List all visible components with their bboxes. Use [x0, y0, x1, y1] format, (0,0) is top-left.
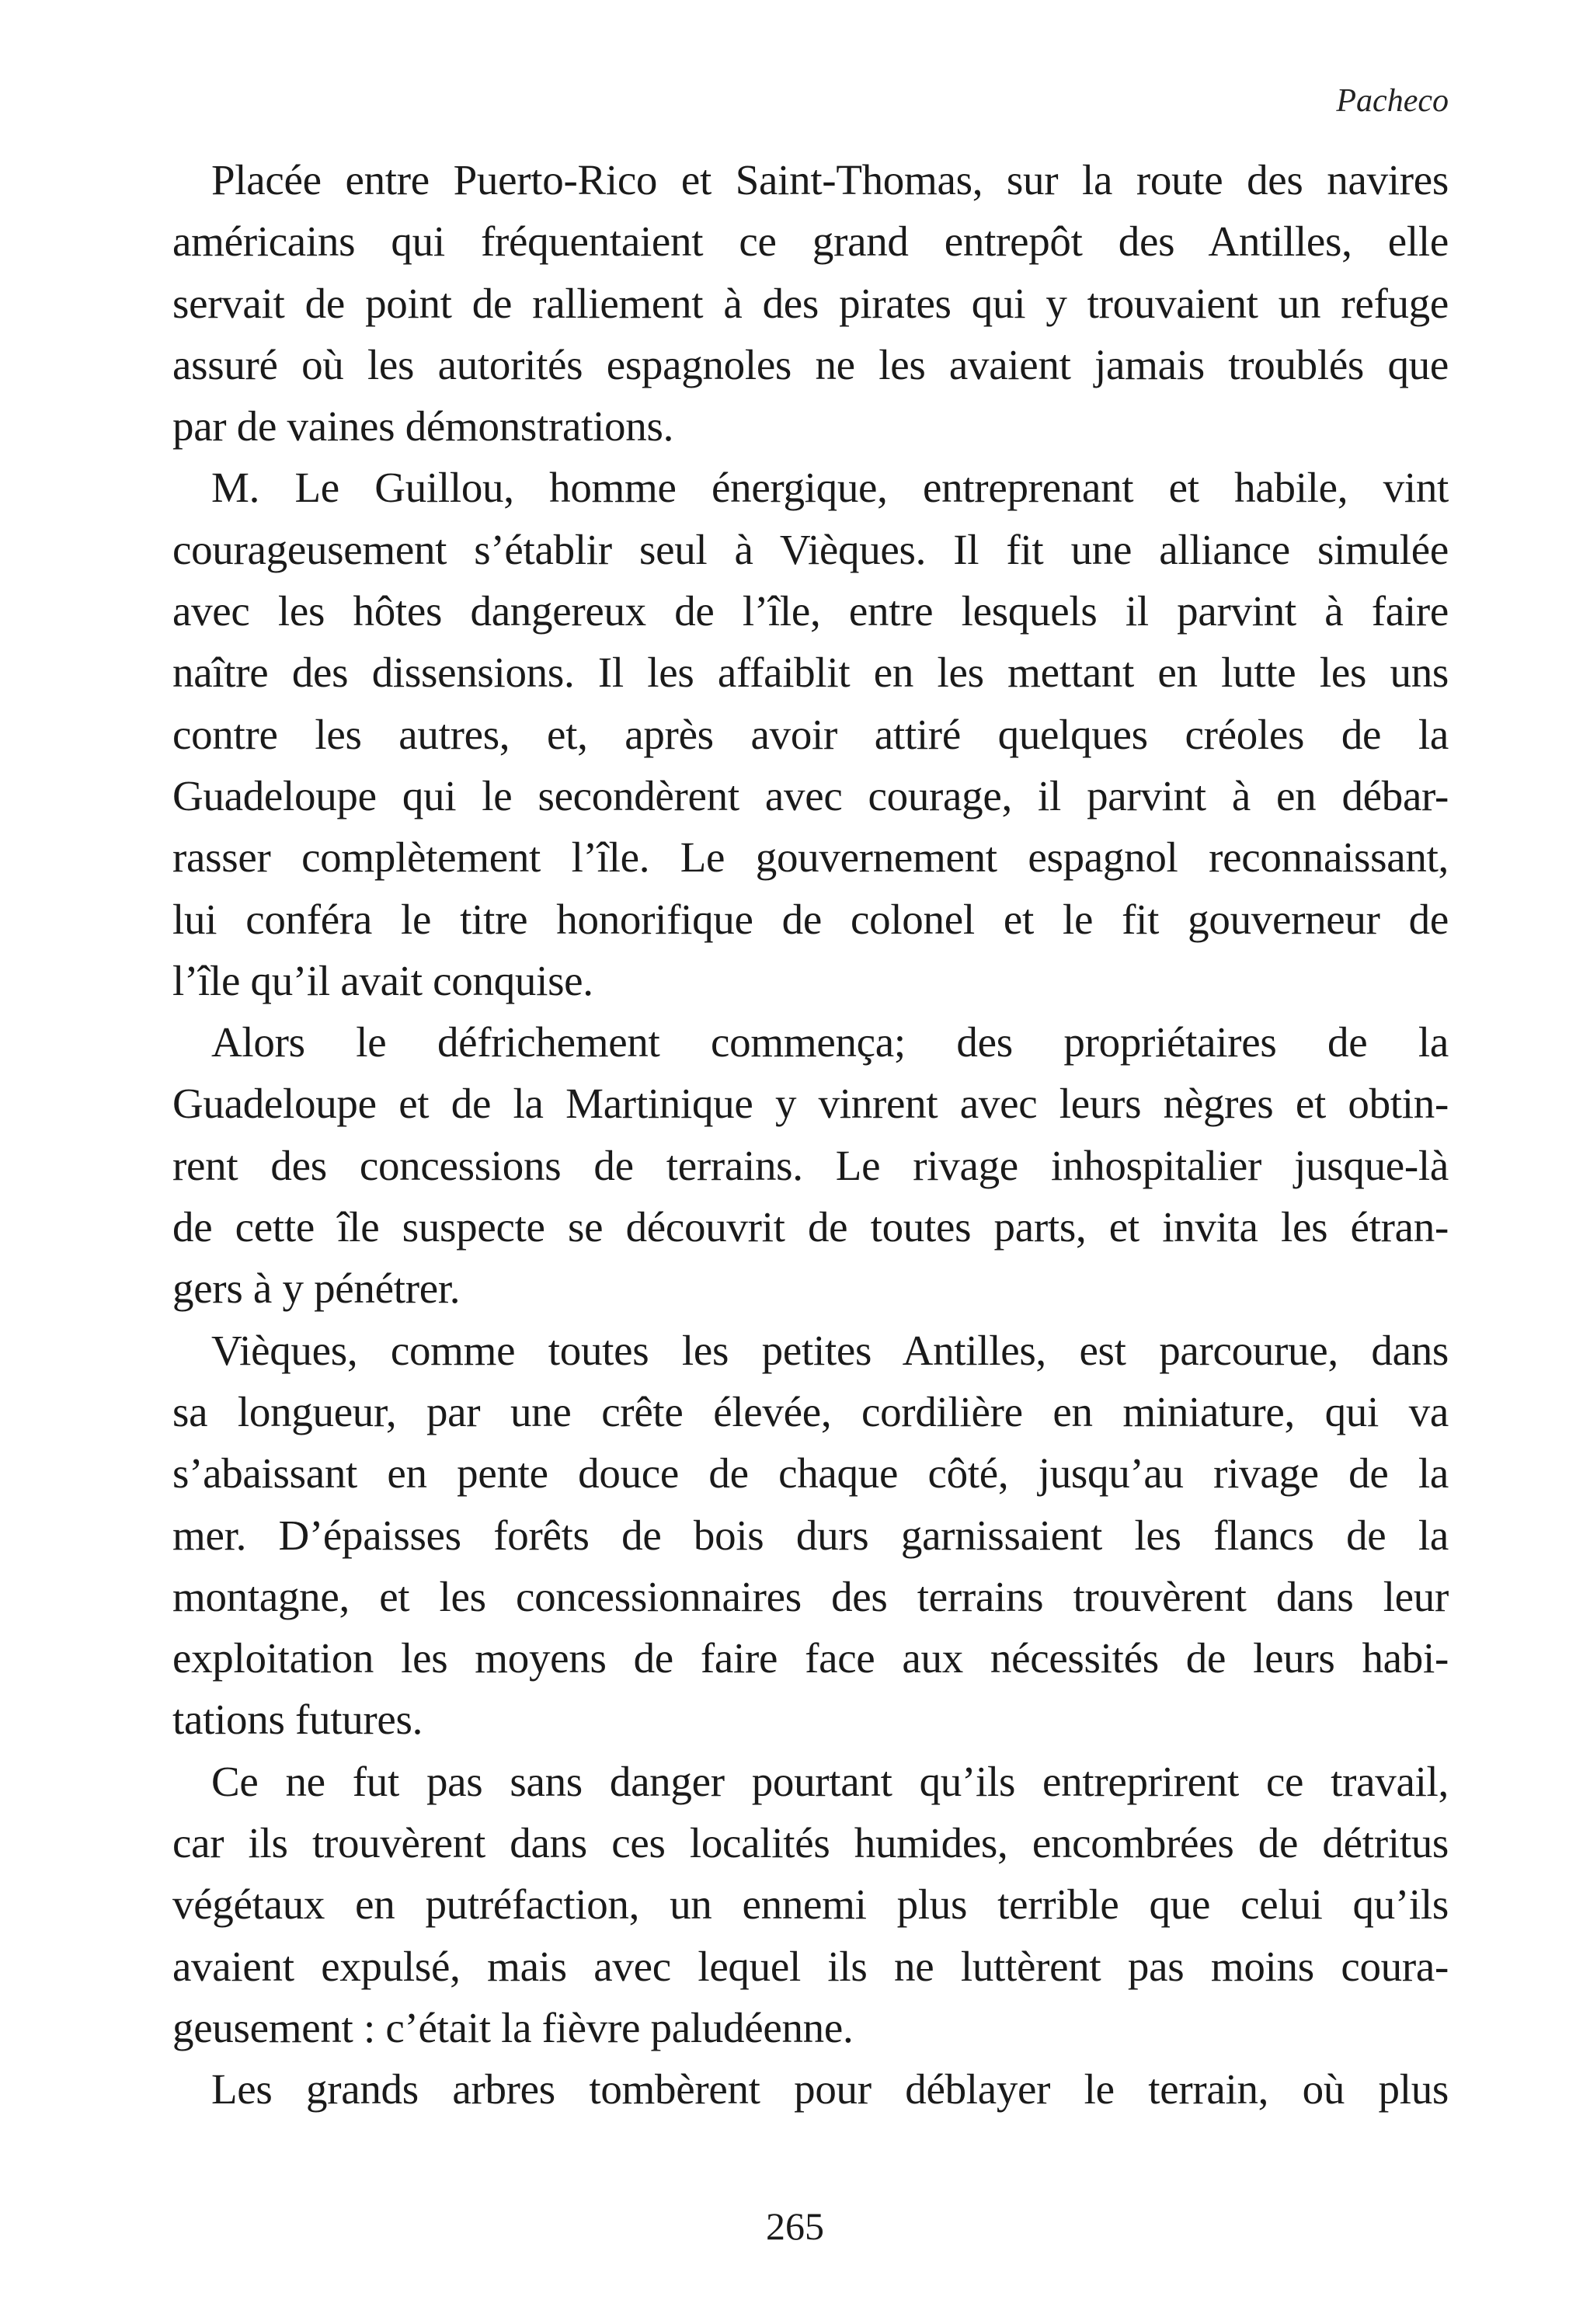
paragraph-6	[172, 2058, 1449, 2120]
text-line: gers à y pénétrer.	[172, 1265, 461, 1313]
paragraph-5	[172, 1751, 1449, 2058]
text-line: montagne, et les concessionnaires des terrains trouvèrent dans leur	[172, 1572, 1449, 1620]
text-line: s’abaissant en pente douce de chaque côté, jusqu’au rivage de la	[172, 1449, 1449, 1498]
page-number: 265	[766, 2204, 824, 2248]
text-line: avec les hôtes dangereux de l’île, entre lesquels il parvint à faire	[172, 587, 1449, 635]
paragraph-4	[172, 1320, 1449, 1751]
text-line: servait de point de ralliement à des pirates qui y trouvaient un refuge	[172, 279, 1449, 327]
text-line: tations futures.	[172, 1696, 423, 1744]
paragraph-1	[172, 149, 1449, 457]
text-line: Alors le défrichement commença; des propriétaires de la	[211, 1018, 1449, 1066]
text-line: de cette île suspecte se découvrit de toutes parts, et invita les étran-	[172, 1203, 1449, 1251]
text-line: contre les autres, et, après avoir attiré quelques créoles de la	[172, 710, 1449, 758]
running-head-title: Pacheco	[1336, 83, 1449, 119]
text-line: lui conféra le titre honorifique de colonel et le fit gouverneur de	[172, 895, 1449, 943]
text-line: naître des dissensions. Il les affaiblit en les mettant en lutte les uns	[172, 649, 1449, 697]
text-line: Vièques, comme toutes les petites Antilles, est parcourue, dans	[211, 1326, 1449, 1374]
text-line: rasser complètement l’île. Le gouvernement espagnol reconnaissant,	[172, 833, 1449, 882]
text-line: Guadeloupe qui le secondèrent avec courage, il parvint à en débar-	[172, 771, 1449, 819]
text-line: M. Le Guillou, homme énergique, entreprenant et habile, vint	[211, 464, 1449, 512]
text-line: assuré où les autorités espagnoles ne les avaient jamais troublés que	[172, 340, 1449, 388]
text-line: sa longueur, par une crête élevée, cordilière en miniature, qui va	[172, 1387, 1449, 1435]
text-line: rent des concessions de terrains. Le rivage inhospitalier jusque-là	[172, 1141, 1449, 1189]
text-line: avaient expulsé, mais avec lequel ils ne luttèrent pas moins coura-	[172, 1942, 1449, 1990]
text-line: Ce ne fut pas sans danger pourtant qu’ils entreprirent ce travail,	[211, 1757, 1449, 1805]
text-line: Guadeloupe et de la Martinique y vinrent avec leurs nègres et obtin-	[172, 1080, 1449, 1128]
text-line: car ils trouvèrent dans ces localités humides, encombrées de détritus	[172, 1819, 1449, 1867]
text-line: Les grands arbres tombèrent pour déblayer le terrain, où plus	[211, 2065, 1449, 2114]
body-text	[172, 149, 1449, 2120]
text-line: américains qui fréquentaient ce grand entrepôt des Antilles, elle	[172, 217, 1449, 266]
text-line: geusement : c’était la fièvre paludéenne.	[172, 2003, 854, 2051]
text-line: l’île qu’il avait conquise.	[172, 956, 593, 1004]
text-line: exploitation les moyens de faire face aux nécessités de leurs habi-	[172, 1634, 1449, 1682]
text-line: Placée entre Puerto-Rico et Saint-Thomas, sur la route des navires	[211, 156, 1449, 204]
text-line: végétaux en putréfaction, un ennemi plus terrible que celui qu’ils	[172, 1880, 1449, 1929]
text-line: par de vaines démonstrations.	[172, 402, 674, 451]
text-line: mer. D’épaisses forêts de bois durs garnissaient les flancs de la	[172, 1511, 1449, 1559]
paragraph-2	[172, 457, 1449, 1011]
paragraph-3	[172, 1011, 1449, 1319]
text-line: courageusement s’établir seul à Vièques. Il fit une alliance simulée	[172, 525, 1449, 573]
